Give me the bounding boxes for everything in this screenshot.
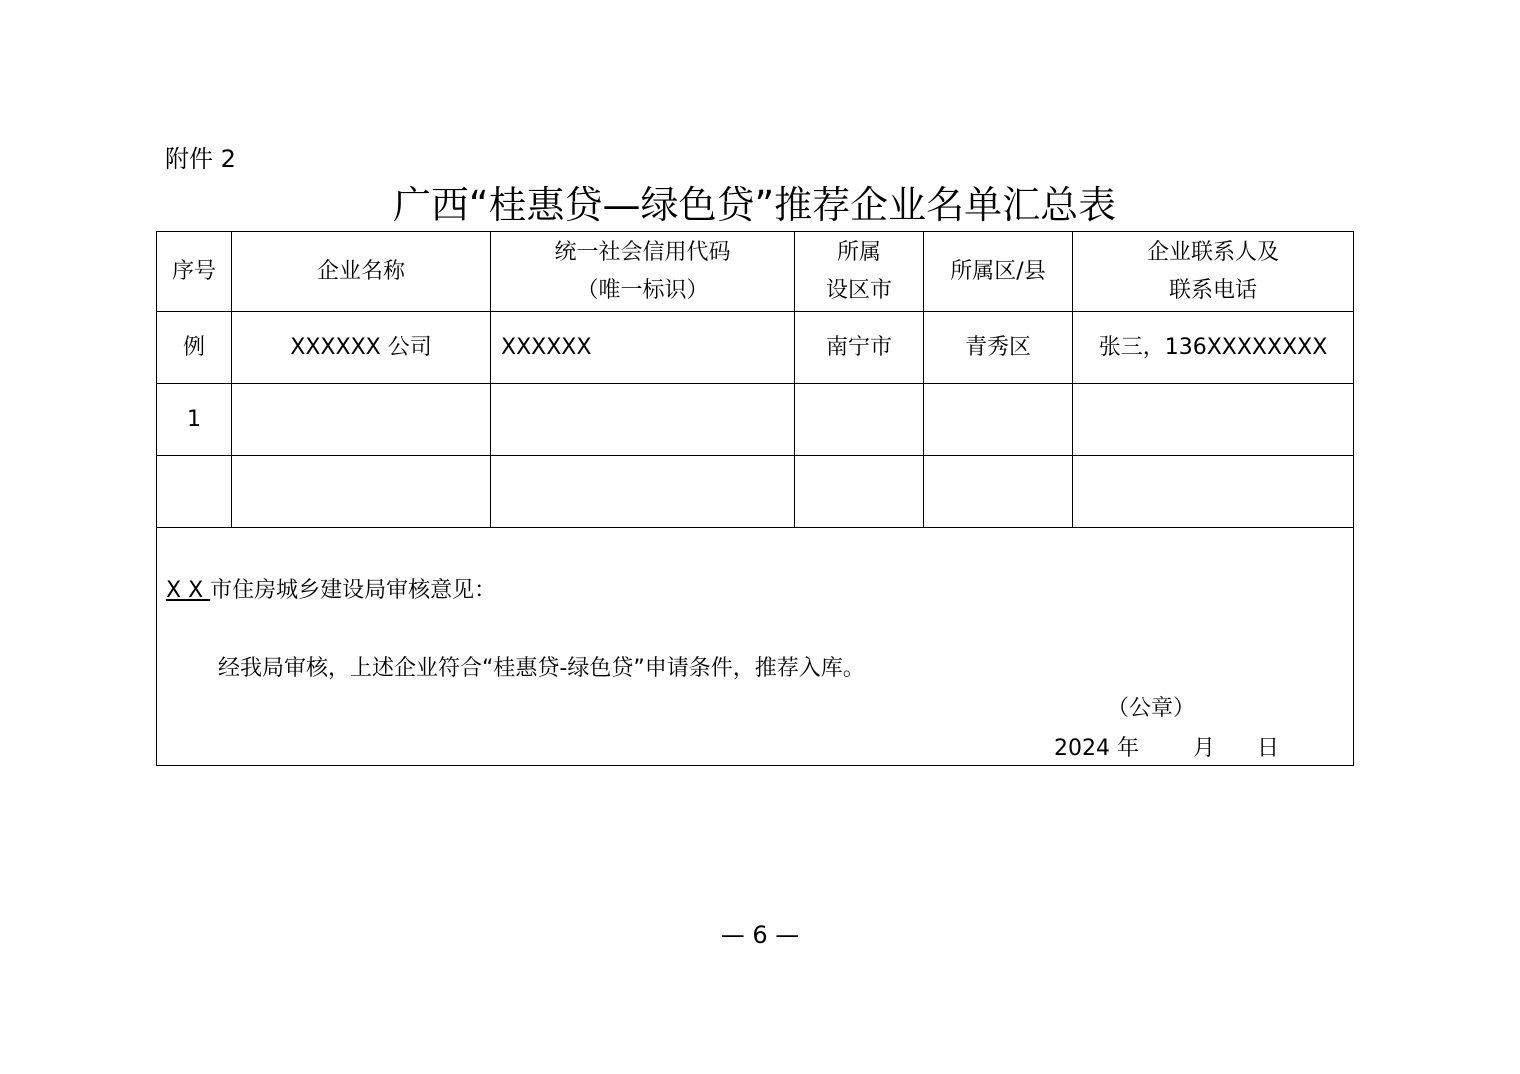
header-city [795,232,924,312]
header-credit-code [491,232,795,312]
page-number: — 6 — [720,921,800,949]
cell-seq: 1 [157,384,232,456]
summary-table [156,231,1354,766]
document-title: 广西“桂惠贷—绿色贷”推荐企业名单汇总表 [392,183,1117,227]
cell-credit-code [491,384,795,456]
date-line [1054,731,1279,766]
cell-company-name [232,456,491,528]
table-row [157,384,1354,456]
header-credit-code-line1: 统一社会信用代码 [554,239,731,265]
cell-seq [157,456,232,528]
cell-district [924,384,1073,456]
header-contact-line1: 企业联系人及 [1146,239,1279,265]
attachment-label: 附件 2 [165,145,236,173]
cell-contact [1073,384,1354,456]
date-day: 日 [1257,736,1280,761]
review-opinion-cell [157,528,1354,766]
header-contact [1073,232,1354,312]
cell-district: 青秀区 [924,312,1073,384]
cell-company-name [232,384,491,456]
review-heading-text: 市住房城乡建设局审核意见： [210,578,497,603]
review-heading [166,572,496,610]
review-statement: 经我局审核，上述企业符合“桂惠贷-绿色贷”申请条件，推荐入库。 [218,656,865,681]
header-district: 所属区/县 [924,232,1073,312]
cell-city [795,384,924,456]
header-contact-line2: 联系电话 [1168,277,1257,303]
header-company-name: 企业名称 [232,232,491,312]
cell-district [924,456,1073,528]
cell-city [795,456,924,528]
header-city-line1: 所属 [836,239,881,265]
cell-city: 南宁市 [795,312,924,384]
cell-contact [1073,456,1354,528]
cell-seq: 例 [157,312,232,384]
cell-contact: 张三，136XXXXXXXX [1073,312,1354,384]
table-row [157,312,1354,384]
table-row [157,456,1354,528]
cell-credit-code [491,456,795,528]
cell-credit-code: XXXXXX [491,312,795,384]
review-row [157,528,1354,766]
table-header-row [157,232,1354,312]
date-month: 月 [1192,736,1215,761]
city-placeholder: X X [166,578,211,603]
date-year: 2024 年 [1054,736,1139,761]
header-city-line2: 设区市 [825,277,892,303]
header-seq: 序号 [157,232,232,312]
official-seal-label: （公章） [1107,696,1196,721]
cell-company-name: XXXXXX 公司 [232,312,491,384]
header-credit-code-line2: （唯一标识） [576,277,709,303]
